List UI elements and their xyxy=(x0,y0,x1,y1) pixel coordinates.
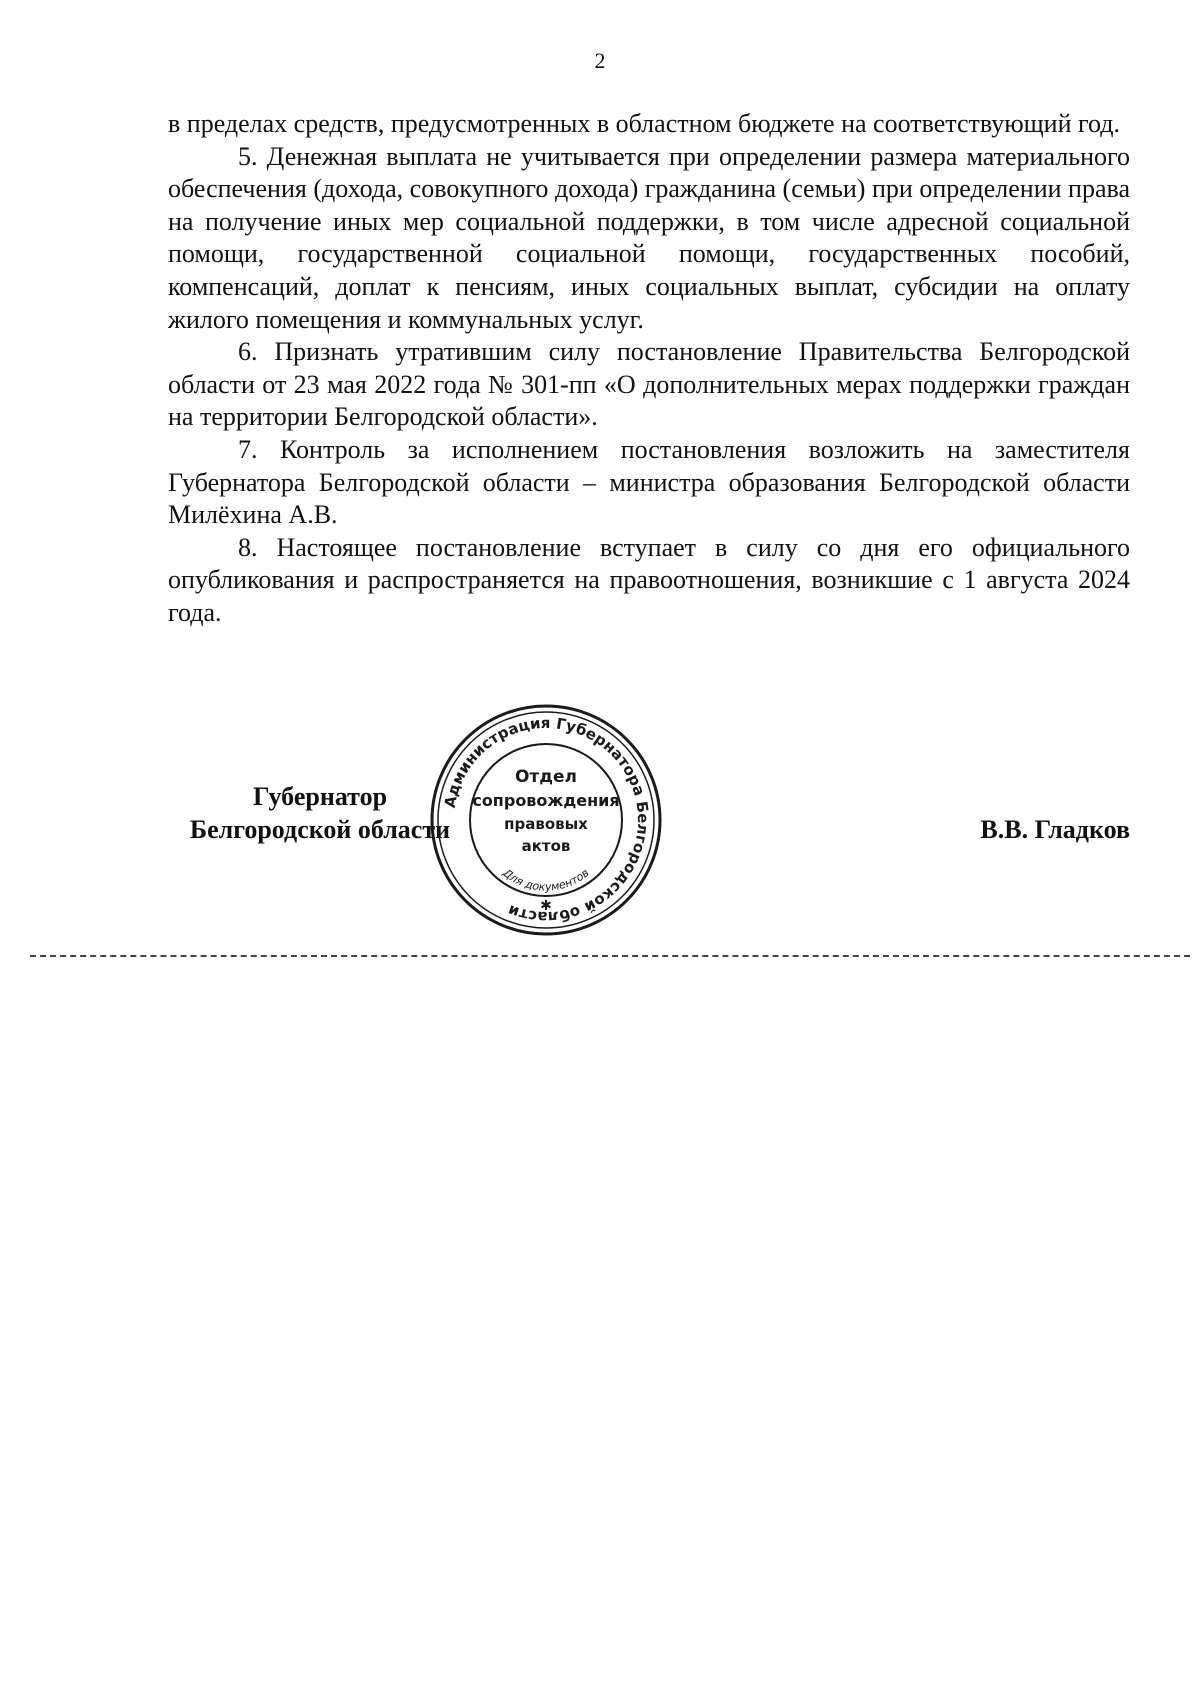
page-divider-line xyxy=(30,955,1190,957)
stamp-ring-text: Администрация Губернатора Белгородской области xyxy=(440,713,653,927)
signatory-title-line2: Белгородской области xyxy=(189,815,451,844)
signatory-name: В.В. Гладков xyxy=(980,815,1130,844)
stamp-center-line2: сопровождения xyxy=(472,791,620,810)
paragraph-6: 6. Признать утратившим силу постановление Правительства Белгородской области от 23 мая 2022 года № 301-пп «О дополнительных мерах поддержки граждан на территории Белгородской области». xyxy=(168,337,1130,432)
paragraph-5: 5. Денежная выплата не учитывается при определении размера материального обеспечения (дохода, совокупного дохода) гражданина (семьи) при определении права на получение иных мер социальной поддержки, в том числе адресной социальной помощи, государственной социальной помощи, государственных пособий, компенсаций, доплат к пенсиям, иных социальных выплат, субсидии на оплату жилого помещения и коммунальных услуг. xyxy=(168,141,1130,334)
paragraph-continuation: в пределах средств, предусмотренных в областном бюджете на соответствующий год. xyxy=(168,109,1121,138)
paragraph-8: 8. Настоящее постановление вступает в силу со дня его официального опубликования и распространяется на правоотношения, возникшие с 1 августа 2024 года. xyxy=(168,532,1130,627)
stamp-center-line3: правовых xyxy=(504,815,588,833)
official-stamp xyxy=(428,702,664,938)
stamp-center-line1: Отдел xyxy=(514,767,578,787)
signatory-title xyxy=(170,780,470,846)
signatory-title-line1: Губернатор xyxy=(252,782,388,811)
stamp-center-line4: актов xyxy=(521,837,571,855)
paragraph-7: 7. Контроль за исполнением постановления возложить на заместителя Губернатора Белгородской области – министра образования Белгородской области Милёхина А.В. xyxy=(168,434,1130,530)
stamp-star-icon: ✱ xyxy=(540,898,552,914)
document-body xyxy=(168,108,1130,630)
stamp-bottom-text: Для документов xyxy=(500,866,592,894)
page-number: 2 xyxy=(594,48,606,73)
